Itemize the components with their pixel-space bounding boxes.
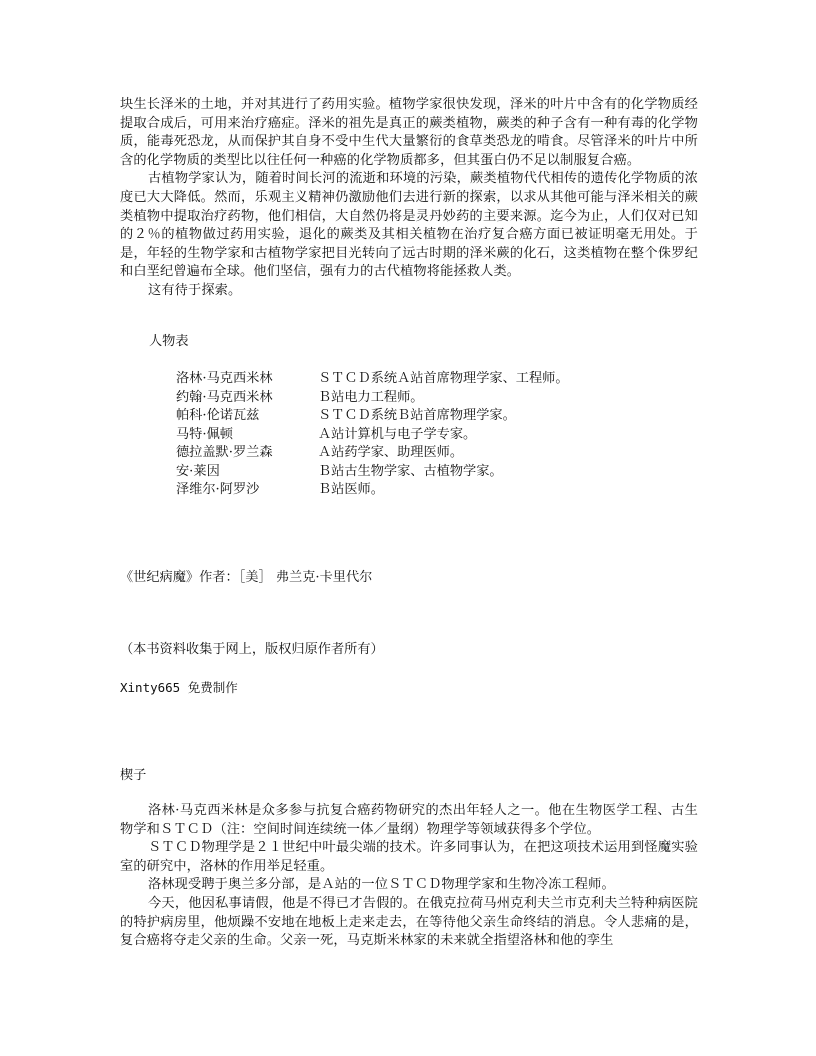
prologue-paragraph-1: 洛林·马克西米林是众多参与抗复合癌药物研究的杰出年轻人之一。他在生物医学工程、古生物学和ＳＴＣＤ（注：空间时间连续统一体／量纲）物理学等领域获得多个学位。 <box>120 803 698 837</box>
cast-role: Ａ站计算机与电子学专家。 <box>318 426 477 442</box>
intro-paragraph-1: 块生长泽米的土地，并对其进行了药用实验。植物学家很快发现，泽米的叶片中含有的化学物质经提取合成后，可用来治疗癌症。泽米的祖先是真正的蕨类植物，蕨类的种子含有一种有毒的化学物质，能毒死恐龙，从而保护其自身不受中生代大量繁衍的食草类恐龙的啃食。尽管泽米的叶片中所含的化学物质的类型比以往任何一种癌的化学物质都多，但其蛋白仍不足以制服复合癌。 <box>120 97 698 168</box>
cast-role: ＳＴＣＤ系统Ｂ站首席物理学家。 <box>318 408 516 423</box>
cast-row <box>176 389 569 408</box>
book-title-author: 《世纪病魔》作者：［美］ 弗兰克·卡里代尔 <box>120 570 373 585</box>
cast-name: 安·莱因 <box>176 463 220 479</box>
cast-heading: 人物表 <box>149 334 189 349</box>
prologue-paragraph-4: 今天，他因私事请假，他是不得已才告假的。在俄克拉荷马州克利夫兰市克利夫兰特种病医院的特护病房里，他烦躁不安地在地板上走来走去，在等待他父亲生命终结的消息。令人悲痛的是，复合癌将夺走父亲的生命。父亲一死，马克斯米林家的未来就全指望洛林和他的孪生 <box>120 895 698 949</box>
prologue-heading: 楔子 <box>120 768 147 783</box>
cast-row <box>176 407 569 426</box>
cast-row <box>176 463 569 482</box>
prologue-paragraph-2: ＳＴＣＤ物理学是２１世纪中叶最尖端的技术。许多同事认为，在把这项技术运用到怪魔实验室的研究中，洛林的作用举足轻重。 <box>120 840 698 874</box>
intro-section <box>120 96 698 301</box>
cast-name: 约翰·马克西米林 <box>176 389 273 405</box>
cast-name: 马特·佩顿 <box>176 426 233 442</box>
cast-row <box>176 426 569 445</box>
prologue-paragraph-3: 洛林现受聘于奥兰多分部，是Ａ站的一位ＳＴＣＤ物理学家和生物冷冻工程师。 <box>148 877 615 893</box>
cast-role: ＳＴＣＤ系统Ａ站首席物理学家、工程师。 <box>318 371 569 386</box>
cast-name: 洛林·马克西米林 <box>176 371 273 386</box>
intro-paragraph-3: 这有待于探索。 <box>148 282 242 298</box>
cast-name: 泽维尔·阿罗沙 <box>176 482 260 497</box>
cast-name: 德拉盖默·罗兰森 <box>176 445 273 460</box>
cast-row <box>176 370 569 389</box>
prologue-section <box>120 802 698 951</box>
cast-row <box>176 481 569 500</box>
copyright-notice: （本书资料收集于网上，版权归原作者所有） <box>120 642 384 657</box>
cast-name: 帕科·伦诺瓦兹 <box>176 408 260 423</box>
cast-role: Ｂ站电力工程师。 <box>318 389 424 405</box>
cast-role: Ａ站药学家、助理医师。 <box>318 445 464 460</box>
producer-text: Xinty665 免费制作 <box>120 680 238 695</box>
cast-role: Ｂ站古生物学家、古植物学家。 <box>318 463 503 479</box>
cast-table <box>176 370 569 500</box>
producer-credit <box>120 679 238 698</box>
cast-role: Ｂ站医师。 <box>318 482 384 497</box>
cast-row <box>176 444 569 463</box>
intro-paragraph-2: 古植物学家认为，随着时间长河的流逝和环境的污染，蕨类植物代代相传的遗传化学物质的浓度已大大降低。然而，乐观主义精神仍激励他们去进行新的探索，以求从其他可能与泽米相关的蕨类植物中提取治疗药物，他们相信，大自然仍将是灵丹妙药的主要来源。迄今为止，人们仅对已知的２％的植物做过药用实验，退化的蕨类及其相关植物在治疗复合癌方面已被证明毫无用处。于是，年轻的生物学家和古植物学家把目光转向了远古时期的泽米蕨的化石，这类植物在整个侏罗纪和白垩纪曾遍布全球。他们坚信，强有力的古代植物将能拯救人类。 <box>120 171 698 280</box>
